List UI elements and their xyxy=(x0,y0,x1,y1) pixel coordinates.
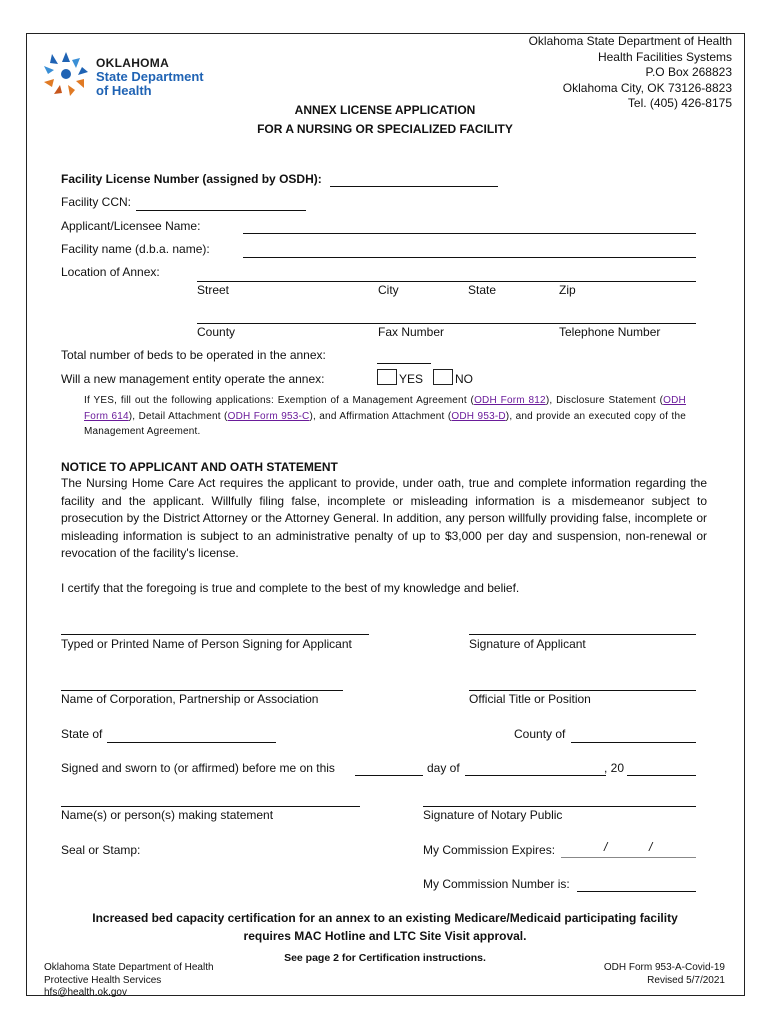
state-of-label: State of xyxy=(61,727,103,741)
logo-line1: OKLAHOMA xyxy=(96,56,170,70)
notary-label: Signature of Notary Public xyxy=(423,808,563,822)
telephone-label: Telephone Number xyxy=(559,325,661,339)
location-line-2[interactable] xyxy=(197,323,696,324)
yes-label: YES xyxy=(399,372,424,386)
management-instructions: If YES, fill out the following applications: Exemption of a Management Agreement (ODH Form 812), Disclosure Statement (ODH Form 614), Detail Attachment (ODH Form 953-C), and Affirmation Attachment (ODH 953-D), and provide an executed copy of the Management Agreement. xyxy=(84,395,686,437)
county-of-field[interactable] xyxy=(571,742,696,743)
persons-label: Name(s) or person(s) making statement xyxy=(61,808,274,822)
no-checkbox[interactable] xyxy=(433,369,453,385)
license-number-label: Facility License Number (assigned by OSDH): xyxy=(61,172,322,186)
logo-line2: State Department xyxy=(96,69,204,84)
address-line: Tel. (405) 426-8175 xyxy=(627,96,732,110)
typed-name-label: Typed or Printed Name of Person Signing for Applicant xyxy=(61,637,352,651)
odh-form-614-link[interactable]: ODH Form 614 xyxy=(84,395,686,422)
bed-capacity-notice-1: Increased bed capacity certification for an annex to an existing Medicare/Medicaid participating facility xyxy=(92,911,678,925)
bed-capacity-notice-2: requires MAC Hotline and LTC Site Visit approval. xyxy=(243,929,527,943)
year-label: , 20 xyxy=(604,761,625,775)
location-label: Location of Annex: xyxy=(61,265,160,279)
zip-label: Zip xyxy=(559,283,576,297)
facility-name-label: Facility name (d.b.a. name): xyxy=(61,242,210,256)
applicant-label: Applicant/Licensee Name: xyxy=(61,219,201,233)
footer-left-line[interactable]: hfs@health.ok.gov xyxy=(44,987,127,998)
corporation-label: Name of Corporation, Partnership or Association xyxy=(61,692,319,706)
county-of-label: County of xyxy=(514,727,566,741)
street-label: Street xyxy=(197,283,230,297)
see-page-2-note: See page 2 for Certification instructions. xyxy=(284,952,486,964)
footer-left-line: Protective Health Services xyxy=(44,974,162,986)
certify-statement: I certify that the foregoing is true and complete to the best of my knowledge and belief. xyxy=(61,581,520,595)
footer-left xyxy=(44,962,214,1000)
city-label: City xyxy=(378,283,399,297)
license-number-field[interactable] xyxy=(330,186,498,187)
odh-form-953c-link[interactable]: ODH Form 953-C xyxy=(227,410,310,422)
commission-expires-field[interactable] xyxy=(561,857,696,858)
address-line: P.O Box 268823 xyxy=(645,65,732,79)
title-field[interactable] xyxy=(469,690,696,691)
sworn-year-field[interactable] xyxy=(627,775,696,776)
ccn-label: Facility CCN: xyxy=(61,195,132,209)
state-label: State xyxy=(468,283,497,297)
facility-name-field[interactable] xyxy=(243,257,696,258)
county-label: County xyxy=(197,325,236,339)
odh-form-812-link[interactable]: ODH Form 812 xyxy=(474,395,546,406)
sworn-label: Signed and sworn to (or affirmed) before me on this xyxy=(61,761,335,775)
commission-number-field[interactable] xyxy=(577,891,696,892)
osdh-logo xyxy=(40,48,230,100)
day-of-label: day of xyxy=(427,761,460,775)
seal-label: Seal or Stamp: xyxy=(61,843,141,857)
state-of-field[interactable] xyxy=(107,742,276,743)
form-title: ANNEX LICENSE APPLICATION xyxy=(294,103,476,117)
persons-field[interactable] xyxy=(61,806,360,807)
fax-label: Fax Number xyxy=(378,325,445,339)
date-slash-2: / xyxy=(649,840,653,854)
logo-line3: of Health xyxy=(96,83,152,98)
beds-label: Total number of beds to be operated in the annex: xyxy=(61,348,326,362)
signature-label: Signature of Applicant xyxy=(469,637,586,651)
signature-field[interactable] xyxy=(469,634,696,635)
revision-date: Revised 5/7/2021 xyxy=(647,974,725,986)
footer-right xyxy=(604,962,725,987)
address-line: Oklahoma State Department of Health xyxy=(528,34,732,48)
no-label: NO xyxy=(455,372,473,386)
date-slash-1: / xyxy=(604,840,608,854)
ccn-field[interactable] xyxy=(136,210,306,211)
form-number: ODH Form 953-A-Covid-19 xyxy=(603,962,725,973)
address-line: Oklahoma City, OK 73126-8823 xyxy=(562,80,732,95)
yes-checkbox[interactable] xyxy=(377,369,397,385)
notice-heading: NOTICE TO APPLICANT AND OATH STATEMENT xyxy=(61,460,338,474)
footer-left-line: Oklahoma State Department of Health xyxy=(44,962,214,973)
sworn-day-field[interactable] xyxy=(355,775,423,776)
commission-number-label: My Commission Number is: xyxy=(423,877,570,891)
commission-expires-label: My Commission Expires: xyxy=(423,843,556,857)
form-subtitle: FOR A NURSING OR SPECIALIZED FACILITY xyxy=(257,122,513,136)
corporation-field[interactable] xyxy=(61,690,343,691)
beds-field[interactable] xyxy=(377,363,431,364)
management-label: Will a new management entity operate the annex: xyxy=(61,372,325,386)
agency-address xyxy=(529,34,732,112)
title-label: Official Title or Position xyxy=(469,692,591,706)
location-line-1[interactable] xyxy=(197,281,696,282)
applicant-field[interactable] xyxy=(243,233,696,234)
odh-953d-link[interactable]: ODH 953-D xyxy=(451,410,506,422)
address-line: Health Facilities Systems xyxy=(597,49,732,64)
osdh-logo-icon xyxy=(40,48,92,100)
notice-body: The Nursing Home Care Act requires the applicant to provide, under oath, true and complete information regarding the facility and the applicant. Willfully filing false, incomplete or misleading information is a misdemeanor subject to prosecution by the District Attorney or the Attorney General. In addition, any person willfully providing false, incomplete or misleading information is subject to an administrative penalty of up to $3,000 per day and suspension, non-renewal or revocation of the facility's license. xyxy=(61,476,707,560)
typed-name-field[interactable] xyxy=(61,634,369,635)
sworn-month-field[interactable] xyxy=(465,775,606,776)
notary-field[interactable] xyxy=(423,806,696,807)
